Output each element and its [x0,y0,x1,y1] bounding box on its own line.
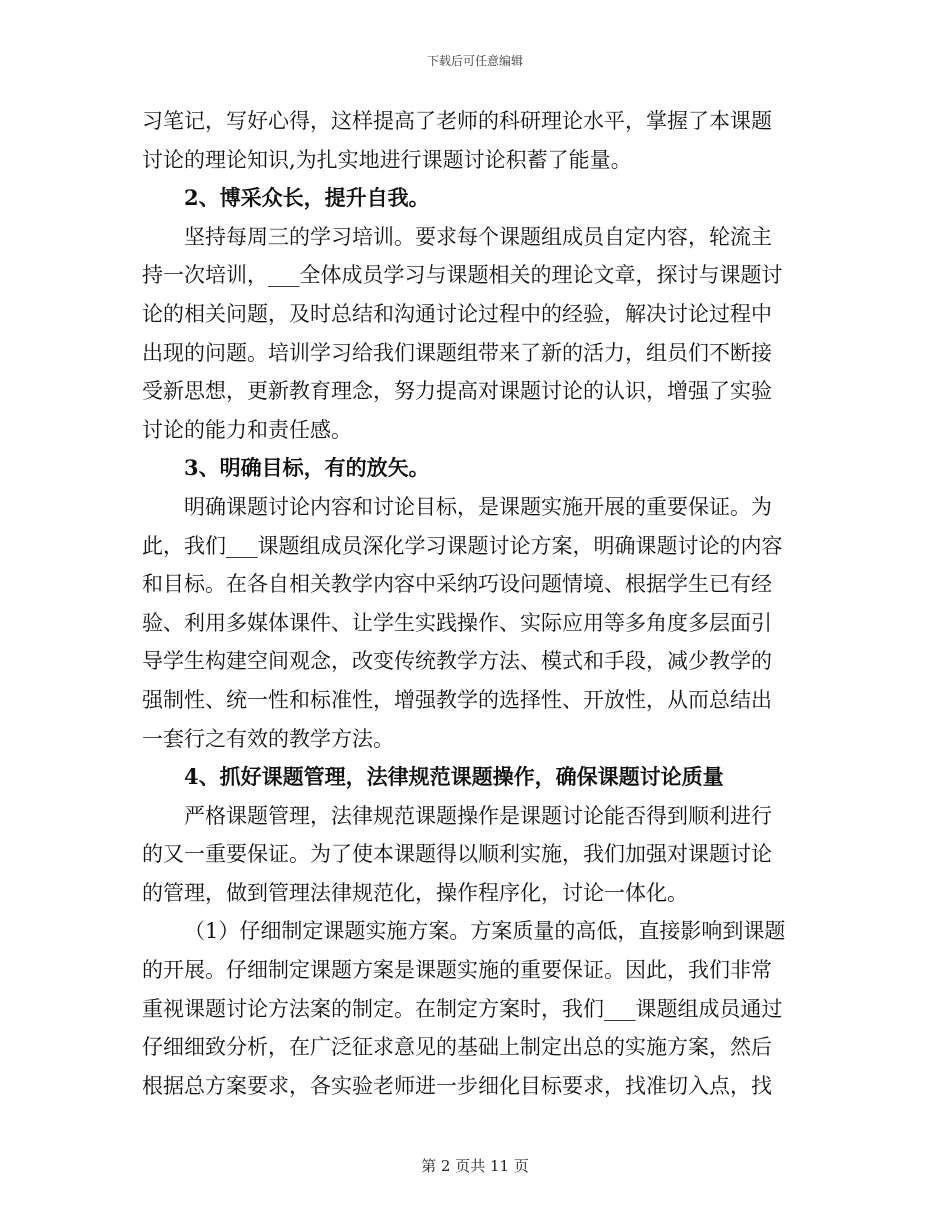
text-line: 仔细细致分析，在广泛征求意见的基础上制定出总的实施方案，然后 [142,1035,772,1060]
text-line: 的管理，做到管理法律规范化，操作程序化，讨论一体化。 [142,880,688,905]
text-line: 严格课题管理，法律规范课题操作是课题讨论能否得到顺利进行 [184,803,772,828]
text-line: 讨论的理论知识,为扎实地进行课题讨论积蓄了能量。 [142,147,632,172]
section-heading: 3、明确目标，有的放矢。 [184,455,430,481]
text-line: 习笔记，写好心得，这样提高了老师的科研理论水平，掌握了本课题 [142,109,772,133]
text-line: 论的相关问题，及时总结和沟通讨论过程中的经验，解决讨论过程中 [142,301,772,326]
text-line: 受新思想，更新教育理念，努力提高对课题讨论的认识，增强了实验 [142,379,772,404]
text-line: 的又一重要保证。为了使本课题得以顺利实施，我们加强对课题讨论 [142,842,772,867]
text-line: 导学生构建空间观念，改变传统教学方法、模式和手段，减少教学的 [142,649,772,674]
text-line: 和目标。在各自相关教学内容中采纳巧设问题情境、根据学生已有经 [142,572,772,597]
text-line: （1）仔细制定课题实施方案。方案质量的高低，直接影响到课题 [184,919,786,944]
text-line: 验、利用多媒体课件、让学生实践操作、实际应用等多角度多层面引 [142,610,772,635]
text-line: 重视课题讨论方法案的制定。在制定方案时，我们___课题组成员通过 [142,996,783,1021]
document-body [142,102,814,1105]
page-header: 下载后可任意编辑 [426,54,523,68]
section-heading: 4、抓好课题管理，法律规范课题操作，确保课题讨论质量 [184,764,724,790]
section-heading: 2、博采众长，提升自我。 [184,185,430,211]
text-line: 持一次培训，___全体成员学习与课题相关的理论文章，探讨与课题讨 [142,263,783,288]
text-line: 此，我们___课题组成员深化学习课题讨论方案，明确课题讨论的内容 [142,533,783,558]
text-line: 讨论的能力和责任感。 [142,417,352,442]
text-line: 坚持每周三的学习培训。要求每个课题组成员自定内容，轮流主 [184,224,772,249]
text-line: 的开展。仔细制定课题方案是课题实施的重要保证。因此，我们非常 [142,958,772,983]
text-line: 出现的问题。培训学习给我们课题组带来了新的活力，组员们不断接 [142,340,772,365]
page-footer: 第 2 页共 11 页 [421,1157,529,1175]
text-line: 一套行之有效的教学方法。 [142,726,394,751]
text-line: 强制性、统一性和标准性，增强教学的选择性、开放性，从而总结出 [142,687,772,712]
text-line: 明确课题讨论内容和讨论目标，是课题实施开展的重要保证。为 [184,494,772,519]
text-line: 根据总方案要求，各实验老师进一步细化目标要求，找准切入点，找 [142,1073,772,1098]
